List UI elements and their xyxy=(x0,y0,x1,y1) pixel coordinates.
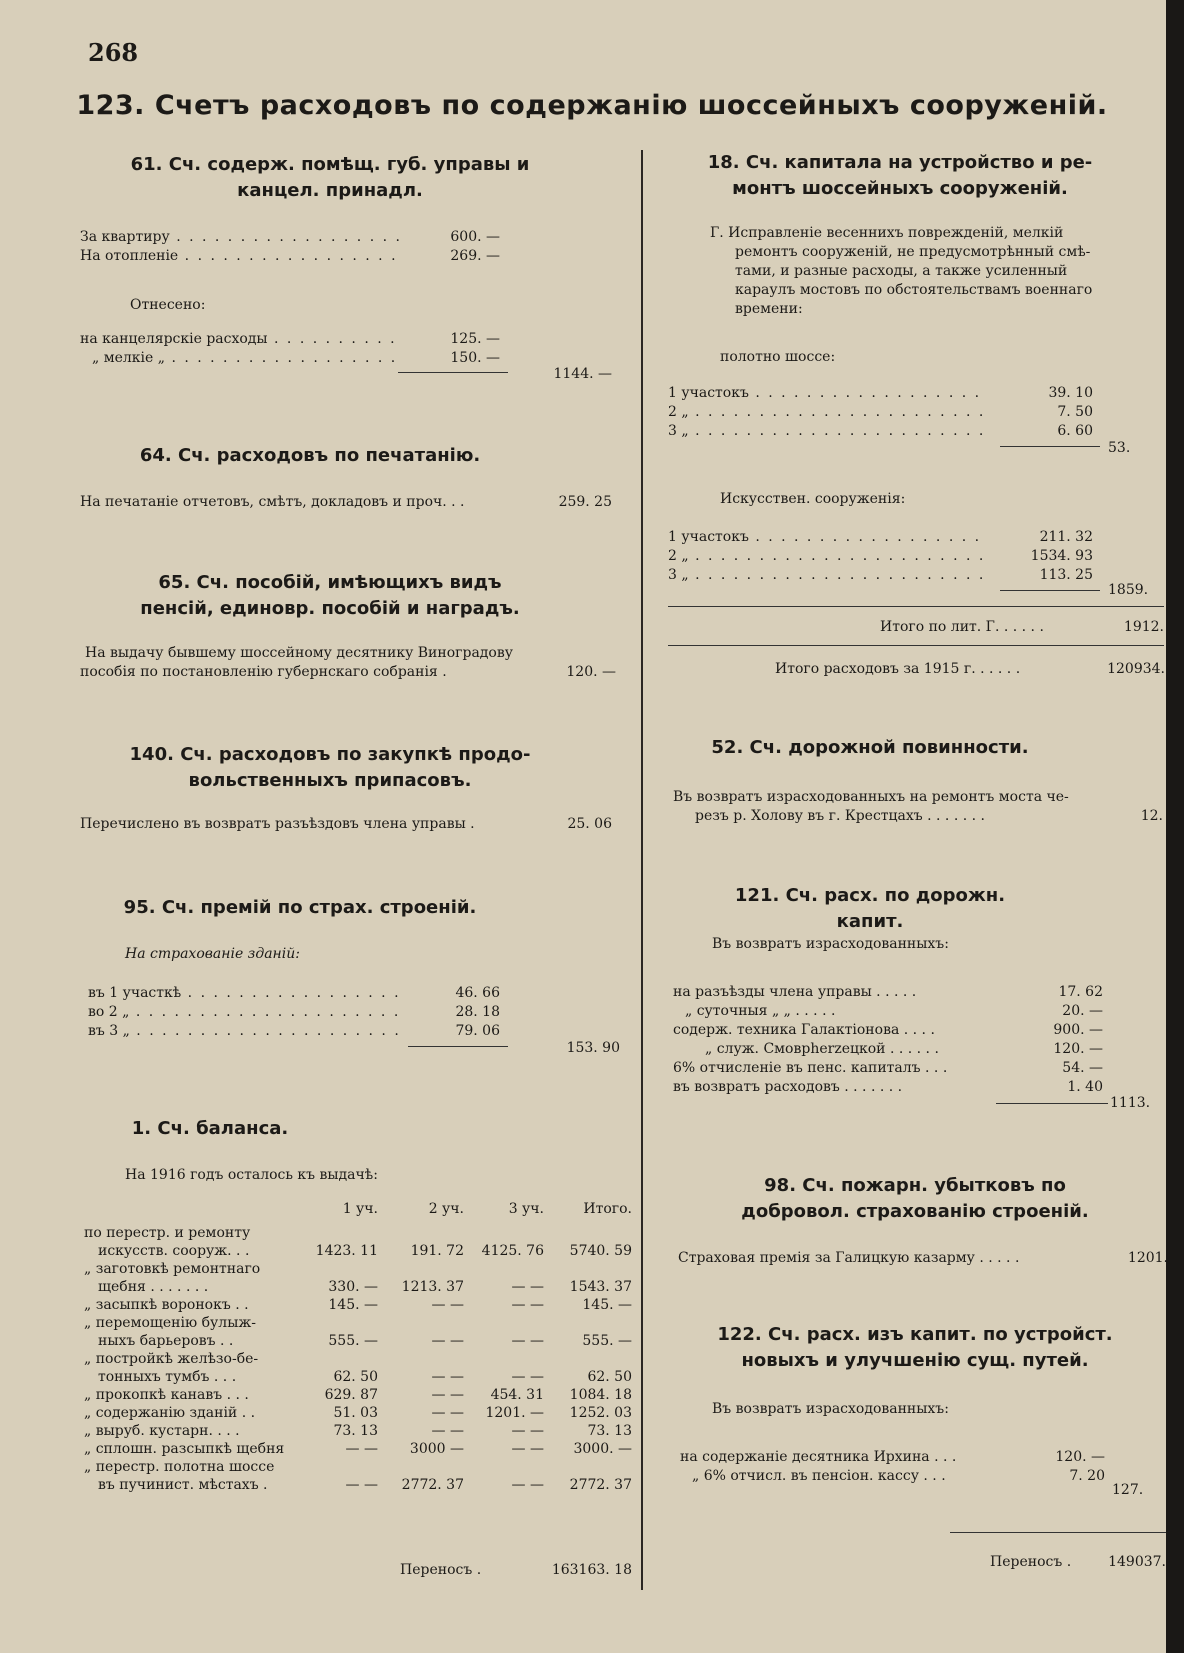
balance-row: щебня . . . . . . . 330. — 1213. 37 — — 1543. 37 xyxy=(98,1279,632,1295)
heading-s18: 18. Сч. капитала на устройство и ре- монтъ шоссейныхъ сооруженій. xyxy=(707,152,1093,199)
s95-sum-line xyxy=(408,1046,508,1047)
s121-sub: Въ возвратъ израсходованныхъ: xyxy=(712,936,949,952)
balance-row-label: по перестр. и ремонту xyxy=(84,1225,251,1241)
s95-total: 153. 90 xyxy=(566,1040,620,1056)
s18-sub-2: Искусствен. сооруженія: xyxy=(720,491,906,507)
heading-s1: 1. Сч. баланса. xyxy=(131,1118,289,1139)
balance-row: „ засыпкѣ воронокъ . . 145. — — — — — 145. — xyxy=(84,1297,632,1313)
balance-row: „ сплошн. разсыпкѣ щебня — — 3000 — — — 3000. — xyxy=(84,1441,632,1457)
s18-sum-line-1 xyxy=(1000,446,1100,447)
s65-text-1: На выдачу бывшему шоссейному десятнику Виноградову xyxy=(85,645,513,661)
s61-total: 1144. — xyxy=(553,366,612,382)
s61-sum-line xyxy=(398,372,508,373)
heading-s65: 65. Сч. пособій, имѣющихъ видъ пенсій, единовр. пособій и наградъ. xyxy=(140,572,520,619)
s121-sum-line xyxy=(996,1103,1108,1104)
s122-sub: Въ возвратъ израсходованныхъ: xyxy=(712,1401,949,1417)
s18-total-1: 53. xyxy=(1108,440,1131,456)
heading-s121: 121. Сч. расх. по дорожн. капит. xyxy=(734,885,1006,932)
s18-text-1: Г. Исправленіе весеннихъ поврежденій, мелкій xyxy=(710,225,1064,241)
heading-s61: 61. Сч. содерж. помѣщ. губ. управы и канцел. принадл. xyxy=(130,154,530,201)
balance-row-label: „ заготовкѣ ремонтнаго xyxy=(84,1261,261,1277)
heading-s122: 122. Сч. расх. изъ капит. по устройст. новыхъ и улучшенію сущ. путей. xyxy=(717,1324,1113,1371)
balance-row: искусств. сооруж. . . 1423. 11 191. 72 4125. 76 5740. 59 xyxy=(98,1243,632,1259)
page-title: 123. Счетъ расходовъ по содержанію шоссейныхъ сооруженій. xyxy=(76,90,1108,121)
s18-text-5: времени: xyxy=(735,301,803,317)
balance-row: тонныхъ тумбъ . . . 62. 50 — — — — 62. 50 xyxy=(98,1369,632,1385)
balance-header-row: 1 уч. 2 уч. 3 уч. Итого. xyxy=(342,1201,632,1217)
s18-total-2: 1859. xyxy=(1108,582,1149,598)
s1-sub: На 1916 годъ осталось къ выдачѣ: xyxy=(125,1167,378,1183)
s95-sub: На страхованіе зданій: xyxy=(125,946,300,962)
heading-s98: 98. Сч. пожарн. убытковъ по добровол. страхованію строеній. xyxy=(741,1175,1089,1222)
balance-row: „ выруб. кустарн. . . . 73. 13 — — — — 73. 13 xyxy=(84,1423,632,1439)
s18-sep-line-2 xyxy=(668,645,1164,646)
s18-text-3: тами, и разные расходы, а также усиленный xyxy=(735,263,1068,279)
s18-text-4: караулъ мостовъ по обстоятельствамъ военнаго xyxy=(735,282,1093,298)
s18-sum-line-2 xyxy=(1000,590,1100,591)
s121-total: 1113. xyxy=(1110,1095,1151,1111)
page-edge-shadow xyxy=(1166,0,1184,1653)
s18-sub-1: полотно шоссе: xyxy=(720,349,836,365)
balance-row: ныхъ барьеровъ . . 555. — — — — — 555. — xyxy=(98,1333,632,1349)
balance-row-label: „ перестр. полотна шоссе xyxy=(84,1459,275,1475)
right-carry-line xyxy=(950,1532,1166,1533)
column-divider xyxy=(641,150,643,1590)
balance-row: въ пучинист. мѣстахъ . — — 2772. 37 — — 2772. 37 xyxy=(98,1477,632,1493)
s61-sub: Отнесено: xyxy=(130,297,206,313)
document-page: 268 123. Счетъ расходовъ по содержанію шоссейныхъ сооруженій. 61. Сч. содерж. помѣщ. губ. управы и канцел. принадл. За квартиру . . . 600. — На отопленіе . . . 269. — Отнесено: на канцелярскіе расходы . . . 125. — „ мелкіе „ . . . 150. — 1144. — 64. Сч. расходовъ по печатанію. На печатаніе отчетовъ, смѣтъ, докладовъ и проч. . . 259. 25 65. Сч. пособій, имѣющихъ видъ пенсій, единовр. пособій и наградъ. На выдачу бывшему шоссейному десятнику Виноградову пособія по постановленію губернскаго собранія . 120. — 140. Сч. расходовъ по закупкѣ продо- вольственныхъ припасовъ. Перечислено въ возвратъ разъѣздовъ члена управы . 25. 06 95. Сч. премій по страх. строеній. На страхованіе зданій: въ 1 участкѣ . . . 46. 66 во 2 „ . . . 28. 18 въ 3 „ . . . 79. 06 153. 90 1. Сч. баланса. На 1916 годъ осталось къ выдачѣ: 1 уч. 2 уч. 3 уч. Итого. по перестр. и ремонту искусств. сооруж. . . 1423. 11 191. 72 4125. 76 5740. 59 „ заготовкѣ ремонтнаго щебня . . . . . . . 330. — 1213. 37 — — 1543. 37 „ засыпкѣ воронокъ . . 145. — — — — — 145. — „ перемощенію булыж- ныхъ барьеровъ . . 555. — — — — — 555. — „ постройкѣ желѣзо-бе- тонныхъ тумбъ . . . 62. 50 — — — — 62. 50 „ прокопкѣ канавъ . . . 629. 87 — — 454. 31 1084. 18 „ содержанію зданій . . 51. 03 — — 1201. — 1252. 03 „ выруб. кустарн. . . . 73. 13 — — — — 73. 13 „ сплошн. разсыпкѣ щебня — — 3000 — — — 3000. — „ перестр. полотна шоссе въ пучинист. мѣстахъ . — — 2772. 37 — — 2772. 37 Переносъ . 163163. 18 18. Сч. капитала на устройство и ре- монтъ шоссейныхъ сооруженій. Г. Исправленіе весеннихъ поврежденій, мелкій ремонтъ сооруженій, не предусмотрѣнный смѣ- тами, и разные расходы, а также усиленный караулъ мостовъ по обстоятельствамъ военнаго времени: полотно шоссе: 1 участокъ . . . 39. 10 2 „ . . . 7. 50 3 „ . . . 6. 60 53. Искусствен. сооруженія: 1 участокъ . . . 211. 32 2 „ . . . 1534. 93 3 „ . . . 113. 25 1859. Итого по лит. Г. . . . . . 1912. Итого расходовъ за 1915 г. . . . . . 120934. 52. Сч. дорожной повинности. Въ возвратъ израсходованныхъ на ремонтъ моста че- резъ р. Холову въ г. Крестцахъ . . . . . . . 12. 121. Сч. расх. по дорожн. капит. Въ возвратъ израсходованныхъ: на разъѣзды члена управы . . . . . 17. 62 „ суточныя „ „ . . . . . 20. — содерж. техника Галактіонова . . . . 900. — „ служ. Смоврherzецкой . . . . . . 120. — 6% отчисленіе въ пенс. капиталъ . . . 54. — въ возвратъ расходовъ . . . . . . . 1. 40 1113. 98. Сч. пожарн. убытковъ по добровол. страхованію строеній. Страховая премія за Галицкую казарму . . . . . 1201. 122. Сч. расх. изъ капит. по устройст. новыхъ и улучшенію сущ. путей. Въ возвратъ израсходованныхъ: на содержаніе десятника Ирхина . . . 120. — „ 6% отчисл. въ пенсіон. кассу . . . 7. 20 127. Переносъ . 149037. xyxy=(0,0,1184,1653)
s18-sep-line xyxy=(668,606,1164,607)
balance-row-label: „ перемощенію булыж- xyxy=(84,1315,256,1331)
heading-s64: 64. Сч. расходовъ по печатанію. xyxy=(139,445,481,466)
heading-s140: 140. Сч. расходовъ по закупкѣ продо- вольственныхъ припасовъ. xyxy=(129,744,531,791)
heading-s52: 52. Сч. дорожной повинности. xyxy=(711,737,1029,758)
s18-text-2: ремонтъ сооруженій, не предусмотрѣнный смѣ- xyxy=(735,244,1091,260)
page-number: 268 xyxy=(88,38,139,67)
balance-row-label: „ постройкѣ желѣзо-бе- xyxy=(84,1351,259,1367)
s122-total: 127. xyxy=(1112,1482,1144,1498)
s52-text-1: Въ возвратъ израсходованныхъ на ремонтъ моста че- xyxy=(673,789,1069,805)
heading-s95: 95. Сч. премій по страх. строеній. xyxy=(123,897,477,918)
balance-row: „ прокопкѣ канавъ . . . 629. 87 — — 454. 31 1084. 18 xyxy=(84,1387,632,1403)
balance-row: „ содержанію зданій . . 51. 03 — — 1201. — 1252. 03 xyxy=(84,1405,632,1421)
balance-table xyxy=(84,1200,632,1494)
